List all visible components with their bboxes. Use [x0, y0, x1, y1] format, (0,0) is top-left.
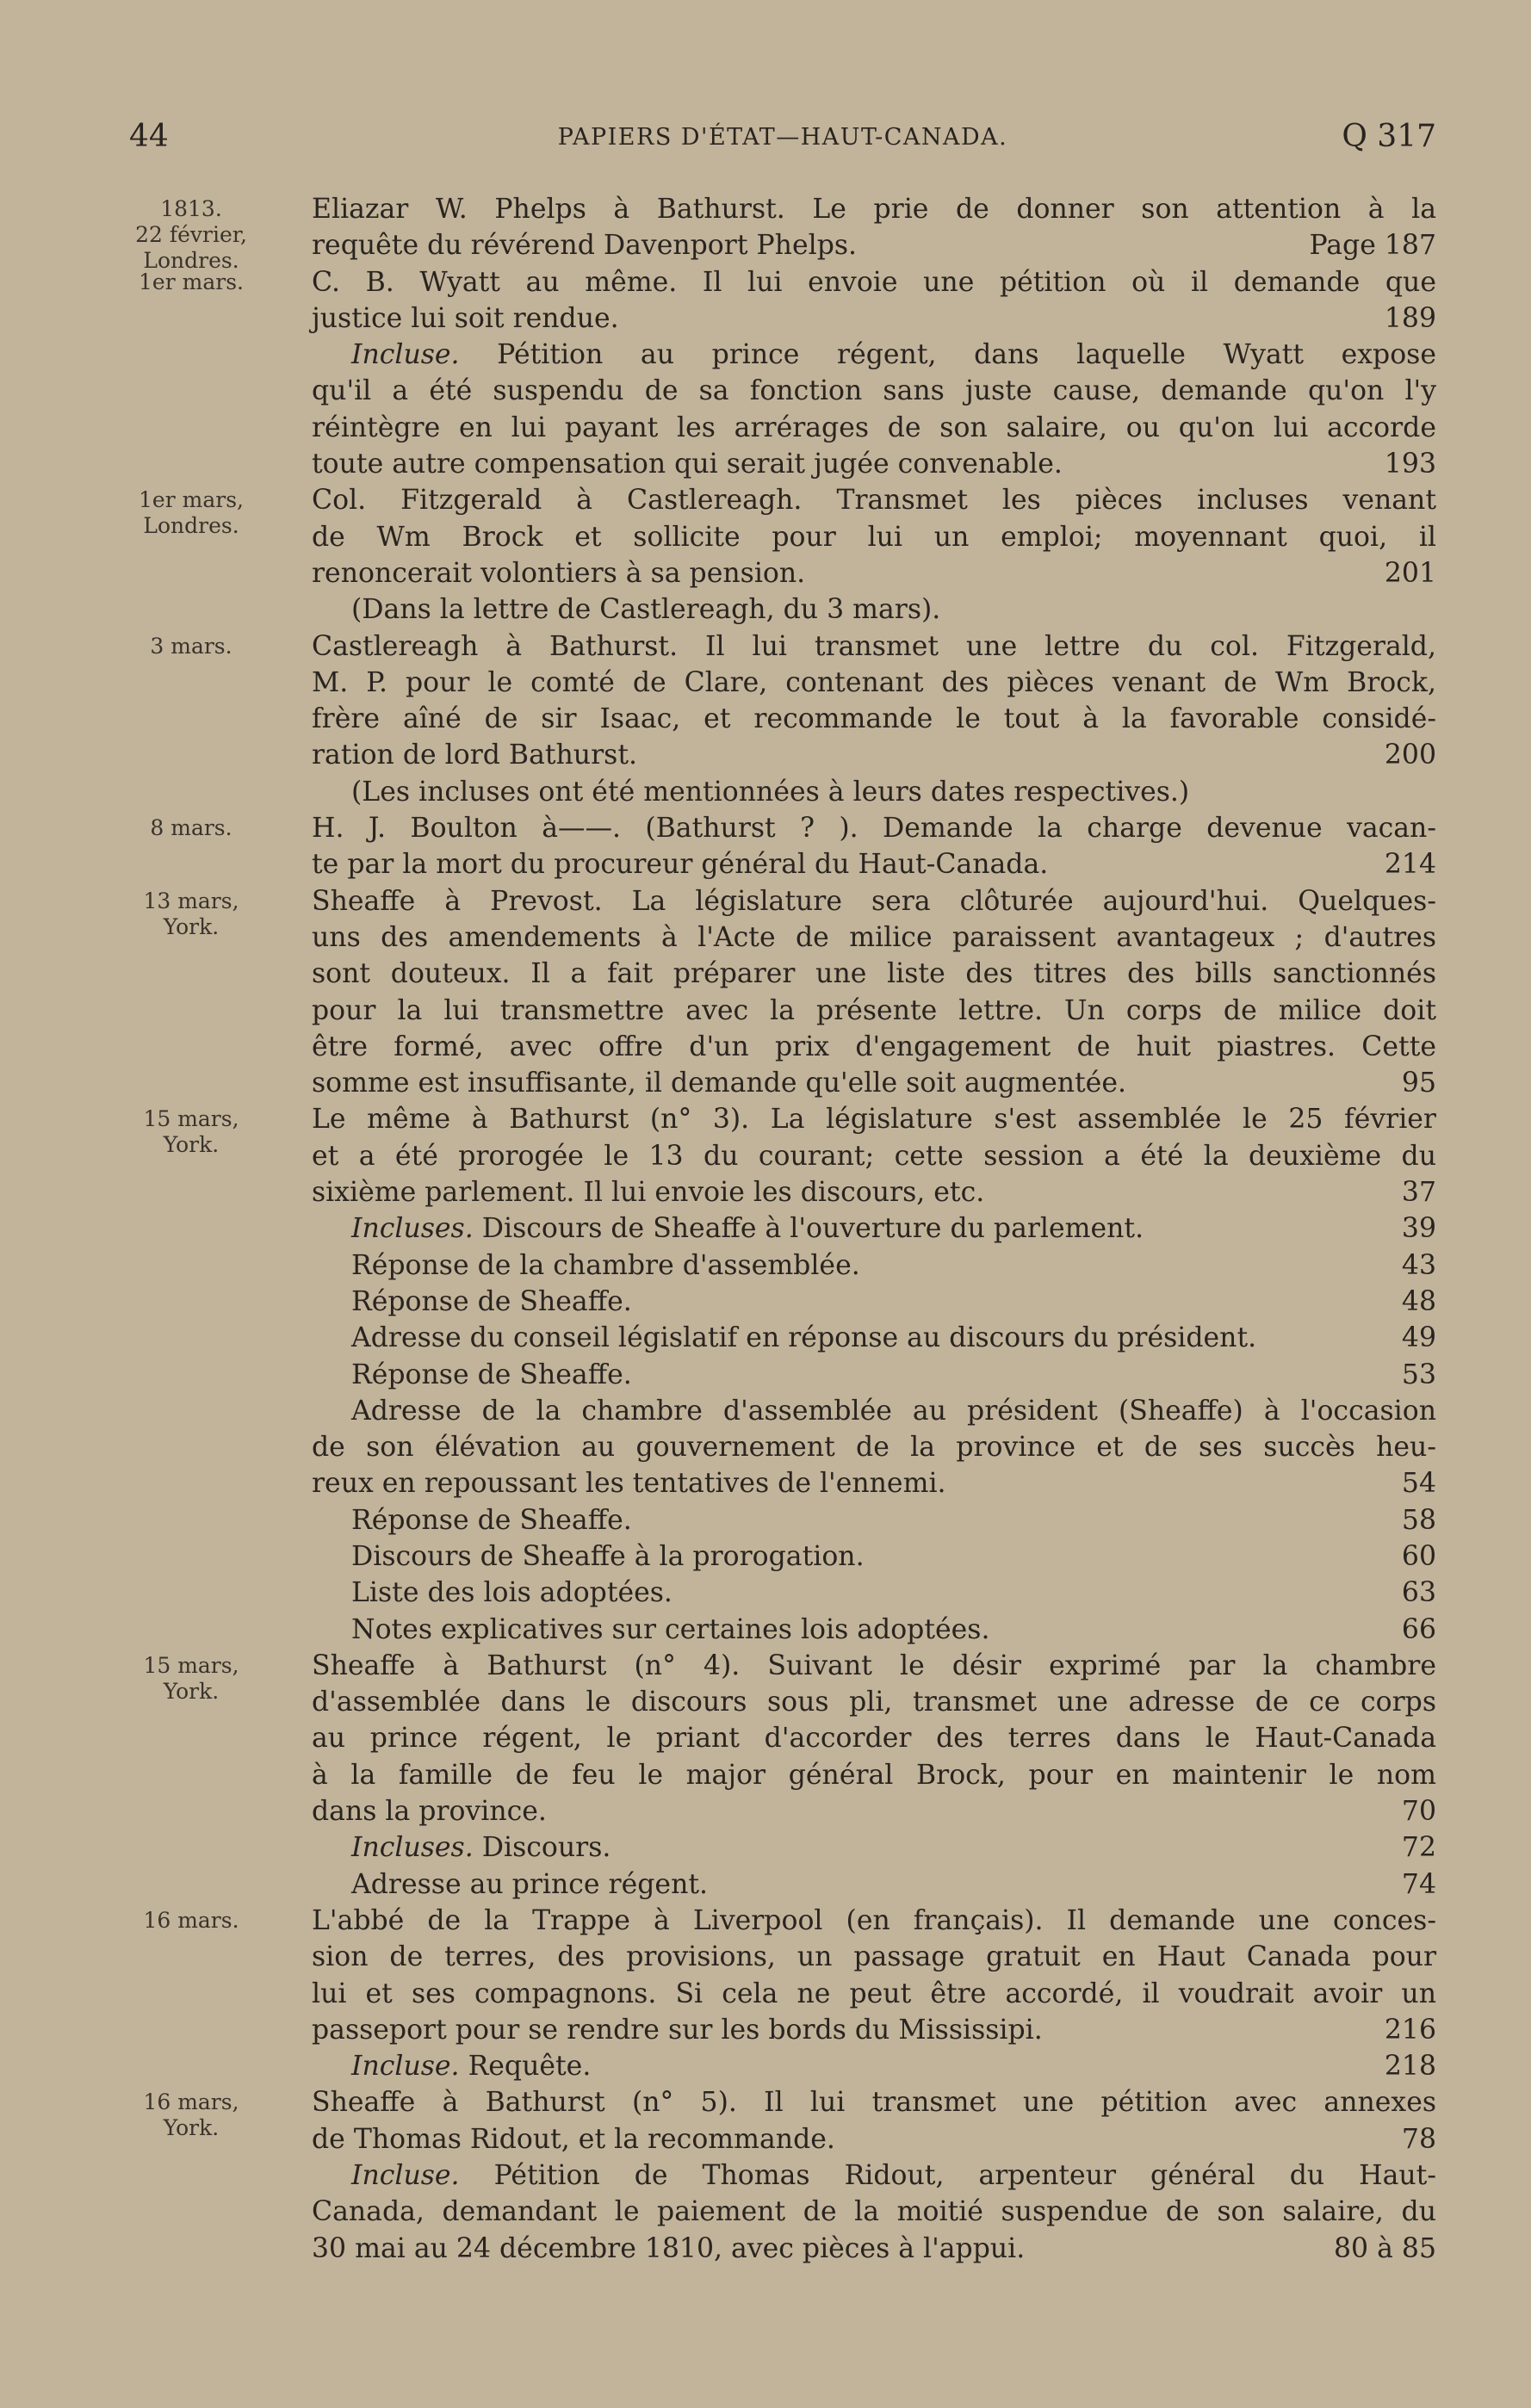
date-line: Londres. — [143, 248, 239, 273]
page-header — [129, 119, 1436, 170]
date-line: 15 mars, — [143, 1652, 239, 1678]
entry-text-line: Réponse de Sheaffe. 58 — [351, 1502, 1436, 1538]
date-line: York. — [163, 1678, 220, 1704]
entry-text-line: L'abbé de la Trappe à Liverpool (en français). Il demande une conces- — [312, 1904, 1436, 1936]
page-reference: 200 — [1384, 740, 1436, 771]
inclusion-label: Incluses. — [351, 1213, 474, 1245]
inclusion-label: Incluse. — [351, 2051, 460, 2083]
entry-text-line: te par la mort du procureur général du Haut-Canada. 214 — [312, 846, 1436, 882]
date-line: 22 février, — [135, 222, 247, 247]
page-reference: 49 — [1401, 1322, 1436, 1354]
date-line: York. — [163, 2115, 220, 2141]
entry-text-line: toute autre compensation qui serait jugée convenable. 193 — [312, 446, 1436, 482]
entry-text-line: de Thomas Ridout, et la recommande. 78 — [312, 2121, 1436, 2157]
entry-text-line: Incluses. Discours. 72 — [351, 1829, 1436, 1866]
entry-text-line: au prince régent, le priant d'accorder des terres dans le Haut-Canada — [312, 1723, 1436, 1755]
entry-text-line: Incluses. Discours de Sheaffe à l'ouverture du parlement. 39 — [351, 1210, 1436, 1247]
date-line: York. — [163, 913, 220, 939]
calendar-entry — [0, 883, 1531, 1102]
page-number: 44 — [129, 119, 169, 154]
entry-date — [122, 1106, 260, 1158]
date-line: 1er mars. — [139, 269, 244, 294]
entry-text-line: Adresse du conseil législatif en réponse au discours du président. 49 — [351, 1320, 1436, 1356]
entry-text-line: Incluse. Requête. 218 — [351, 2048, 1436, 2084]
entry-text-line: dans la province. 70 — [312, 1793, 1436, 1829]
entry-text-line: Castlereagh à Bathurst. Il lui transmet une lettre du col. Fitzgerald, — [312, 630, 1436, 662]
page-reference: 193 — [1384, 449, 1436, 480]
entry-text-line: (Dans la lettre de Castlereagh, du 3 mars). — [351, 594, 941, 626]
entry-date — [122, 1908, 260, 1934]
entry-text-line: de Wm Brock et sollicite pour lui un emploi; moyennant quoi, il — [312, 521, 1436, 553]
date-line: 1813. — [160, 196, 222, 221]
entry-text-line: C. B. Wyatt au même. Il lui envoie une pétition où il demande que — [312, 266, 1436, 298]
entry-date — [122, 634, 260, 659]
entry-text-line: Adresse au prince régent. 74 — [351, 1866, 1436, 1903]
page-reference: 214 — [1384, 849, 1436, 881]
entry-text-line: Col. Fitzgerald à Castlereagh. Transmet les pièces incluses venant — [312, 485, 1436, 517]
page-reference: 74 — [1401, 1868, 1436, 1900]
entry-text-line: pour la lui transmettre avec la présente lettre. Un corps de milice doit — [312, 994, 1436, 1026]
entry-text-line: Incluse. Pétition de Thomas Ridout, arpenteur général du Haut- — [351, 2160, 1436, 2192]
entry-text-line: renoncerait volontiers à sa pension. 201 — [312, 555, 1436, 591]
entry-text-line: somme est insuffisante, il demande qu'elle soit augmentée. 95 — [312, 1065, 1436, 1101]
date-line: 1er mars, — [139, 487, 244, 513]
entry-text-line: Adresse de la chambre d'assemblée au président (Sheaffe) à l'occasion — [351, 1395, 1436, 1427]
inclusion-label: Incluses. — [351, 1832, 474, 1864]
page-reference: 95 — [1401, 1068, 1436, 1099]
page-reference: 66 — [1401, 1613, 1436, 1645]
entry-text-line: être formé, avec offre d'un prix d'engagement de huit piastres. Cette — [312, 1031, 1436, 1062]
page-reference: 80 à 85 — [1334, 2232, 1436, 2264]
page-reference: 54 — [1401, 1468, 1436, 1500]
entry-text-line: Sheaffe à Bathurst (n° 4). Suivant le désir exprimé par la chambre — [312, 1650, 1436, 1681]
page-reference: 43 — [1401, 1249, 1436, 1281]
entry-text-line: sont douteux. Il a fait préparer une liste des titres des bills sanctionnés — [312, 958, 1436, 990]
entry-text-line: Réponse de Sheaffe. 53 — [351, 1357, 1436, 1393]
calendar-entry — [0, 2084, 1531, 2266]
calendar-entry — [0, 191, 1531, 273]
entry-text-line: justice lui soit rendue. 189 — [312, 300, 1436, 337]
date-line: Londres. — [143, 513, 239, 539]
entry-text-line: Sheaffe à Bathurst (n° 5). Il lui transmet une pétition avec annexes — [312, 2087, 1436, 2119]
calendar-entry — [0, 810, 1531, 883]
page-reference: 37 — [1401, 1177, 1436, 1209]
entry-text-line: Réponse de Sheaffe. 48 — [351, 1284, 1436, 1320]
entry-text-line: sixième parlement. Il lui envoie les discours, etc. 37 — [312, 1174, 1436, 1210]
entry-text-line: Liste des lois adoptées. 63 — [351, 1575, 1436, 1611]
entry-text-line: Réponse de la chambre d'assemblée. 43 — [351, 1247, 1436, 1284]
page-reference: 53 — [1401, 1359, 1436, 1390]
entry-date — [122, 196, 260, 274]
entry-text-line: uns des amendements à l'Acte de milice paraissent avantageux ; d'autres — [312, 921, 1436, 953]
entry-text-line: Sheaffe à Prevost. La législature sera clôturée aujourd'hui. Quelques- — [312, 885, 1436, 917]
entry-text-line: H. J. Boulton à——. (Bathurst ? ). Demande la charge devenue vacan- — [312, 813, 1436, 845]
date-line: 16 mars, — [143, 2089, 239, 2115]
entry-text-line: passeport pour se rendre sur les bords du Mississipi. 216 — [312, 2012, 1436, 2048]
entry-text-line: sion de terres, des provisions, un passage gratuit en Haut Canada pour — [312, 1941, 1436, 1973]
page-reference: 189 — [1384, 302, 1436, 334]
page-reference: 70 — [1401, 1796, 1436, 1828]
page-reference: 218 — [1384, 2051, 1436, 2083]
inclusion-label: Incluse. — [351, 339, 460, 371]
date-line: York. — [163, 1132, 220, 1158]
entry-text-line: ration de lord Bathurst. 200 — [312, 737, 1436, 773]
entry-text-line: M. P. pour le comté de Clare, contenant des pièces venant de Wm Brock, — [312, 666, 1436, 698]
page-reference: 72 — [1401, 1832, 1436, 1864]
entry-text-line: lui et ses compagnons. Si cela ne peut être accordé, il voudrait avoir un — [312, 1978, 1436, 2009]
entry-text-line: frère aîné de sir Isaac, et recommande le tout à la favorable considé- — [312, 703, 1436, 735]
date-line: 3 mars. — [150, 633, 232, 659]
calendar-entry — [0, 1648, 1531, 1903]
inclusion-label: Incluse. — [351, 2160, 460, 2192]
page-reference: 216 — [1384, 2014, 1436, 2046]
date-line: 16 mars. — [143, 1907, 239, 1933]
calendar-entry — [0, 264, 1531, 483]
calendar-entry — [0, 482, 1531, 628]
entry-text-line: qu'il a été suspendu de sa fonction sans juste cause, demande qu'on l'y — [312, 375, 1436, 407]
entry-text-line: et a été prorogée le 13 du courant; cette session a été la deuxième du — [312, 1140, 1436, 1172]
entry-date — [122, 269, 260, 295]
entry-text-line: Canada, demandant le paiement de la moitié suspendue de son salaire, du — [312, 2196, 1436, 2228]
entry-date — [122, 2089, 260, 2141]
date-line: 15 mars, — [143, 1106, 239, 1132]
entry-text-line: Discours de Sheaffe à la prorogation. 60 — [351, 1538, 1436, 1575]
entry-text-line: Eliazar W. Phelps à Bathurst. Le prie de donner son attention à la — [312, 194, 1436, 225]
page-reference: 60 — [1401, 1540, 1436, 1572]
page-reference: 63 — [1401, 1577, 1436, 1609]
archive-reference: Q 317 — [1342, 119, 1436, 154]
calendar-entry — [0, 1101, 1531, 1647]
entry-text-line: réintègre en lui payant les arrérages de son salaire, ou qu'on lui accorde — [312, 412, 1436, 443]
entry-text-line: Incluse. Pétition au prince régent, dans laquelle Wyatt expose — [351, 339, 1436, 371]
entry-date — [122, 487, 260, 539]
calendar-entry — [0, 1903, 1531, 2084]
page-reference: 39 — [1401, 1213, 1436, 1245]
calendar-entry — [0, 628, 1531, 810]
entry-text-line: (Les incluses ont été mentionnées à leurs dates respectives.) — [351, 776, 1190, 808]
entry-text-line: Le même à Bathurst (n° 3). La législature s'est assemblée le 25 février — [312, 1104, 1436, 1136]
entry-text-line: Notes explicatives sur certaines lois adoptées. 66 — [351, 1612, 1436, 1648]
entry-text-line: de son élévation au gouvernement de la province et de ses succès heu- — [312, 1432, 1436, 1464]
entry-date — [122, 1653, 260, 1705]
entry-text-line: d'assemblée dans le discours sous pli, transmet une adresse de ce corps — [312, 1687, 1436, 1718]
running-title: PAPIERS D'ÉTAT—HAUT-CANADA. — [557, 124, 1008, 151]
entry-text-line: reux en repoussant les tentatives de l'ennemi. 54 — [312, 1465, 1436, 1501]
page-reference: 48 — [1401, 1285, 1436, 1317]
page-reference: 58 — [1401, 1504, 1436, 1536]
page-reference: 78 — [1401, 2123, 1436, 2155]
entry-text-line: à la famille de feu le major général Brock, pour en maintenir le nom — [312, 1759, 1436, 1791]
entry-date — [122, 815, 260, 841]
entry-date — [122, 888, 260, 940]
entry-text-line: 30 mai au 24 décembre 1810, avec pièces à l'appui. 80 à 85 — [312, 2231, 1436, 2267]
date-line: 8 mars. — [150, 815, 232, 841]
entry-text-line: requête du révérend Davenport Phelps. Page 187 — [312, 227, 1436, 263]
date-line: 13 mars, — [143, 888, 239, 913]
page-reference: Page 187 — [1309, 230, 1436, 262]
page-reference: 201 — [1384, 557, 1436, 589]
calendar-entries — [0, 191, 1531, 2267]
